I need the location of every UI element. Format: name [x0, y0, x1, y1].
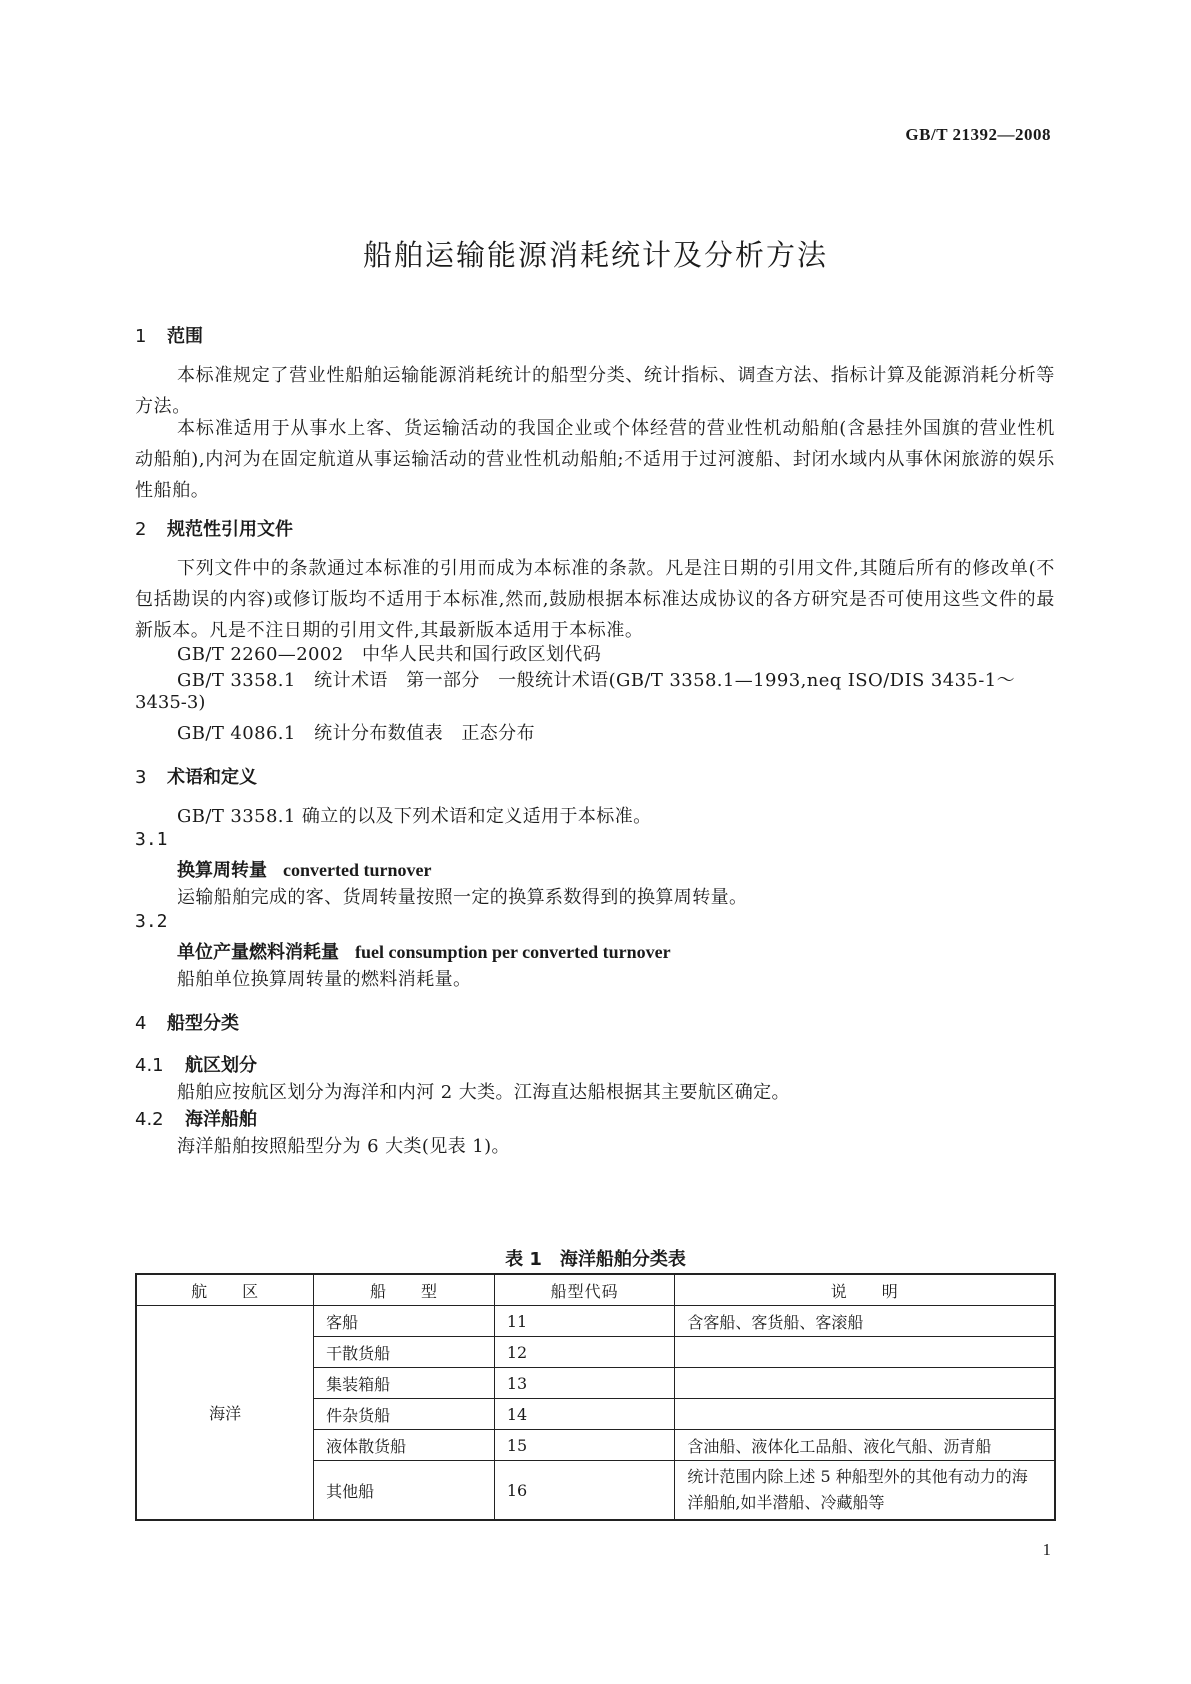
- normative-reference-3: GB/T 4086.1 统计分布数值表 正态分布: [177, 723, 535, 744]
- section-title: 规范性引用文件: [167, 519, 293, 540]
- subsection-4-2-heading: [135, 1105, 257, 1131]
- table-header-row: [136, 1274, 1055, 1306]
- normative-reference-1: GB/T 2260—2002 中华人民共和国行政区划代码: [177, 644, 602, 665]
- ship-type-cell: 客船: [314, 1306, 495, 1337]
- term-2-definition: 船舶单位换算周转量的燃料消耗量。: [177, 969, 472, 990]
- subsection-title: 航区划分: [185, 1055, 257, 1076]
- ship-code-cell: 11: [494, 1306, 675, 1337]
- subsection-4-2-text: 海洋船舶按照船型分为 6 大类(见表 1)。: [177, 1136, 510, 1157]
- ship-type-cell: 干散货船: [314, 1337, 495, 1368]
- section-title: 术语和定义: [167, 767, 257, 788]
- header-ship-code: 船型代码: [494, 1274, 675, 1306]
- description-cell: 含客船、客货船、客滚船: [675, 1306, 1055, 1337]
- ship-type-cell: 件杂货船: [314, 1399, 495, 1430]
- subsection-number: 4.1: [135, 1055, 164, 1076]
- document-title: 船舶运输能源消耗统计及分析方法: [362, 238, 828, 272]
- description-cell: [675, 1337, 1055, 1368]
- section-4-heading: [135, 1009, 239, 1035]
- section-1-paragraph-2: 本标准适用于从事水上客、货运输活动的我国企业或个体经营的营业性机动船舶(含悬挂外国旗的营业性机动船舶),内河为在固定航道从事运输活动的营业性机动船舶;不适用于过河渡船、封闭水域内从事休闲旅游的娱乐性船舶。: [135, 418, 1055, 501]
- ship-type-cell: 集装箱船: [314, 1368, 495, 1399]
- description-cell: 统计范围内除上述 5 种船型外的其他有动力的海洋船舶,如半潜船、冷藏船等: [675, 1461, 1055, 1521]
- term-2-chinese: 单位产量燃料消耗量: [177, 942, 339, 963]
- term-2-english: fuel consumption per converted turnover: [355, 942, 671, 962]
- region-cell: 海洋: [136, 1306, 314, 1521]
- section-number: 4: [135, 1013, 147, 1034]
- section-2-heading: [135, 515, 293, 541]
- term-1-definition: 运输船舶完成的客、货周转量按照一定的换算系数得到的换算周转量。: [177, 887, 748, 908]
- description-cell: [675, 1368, 1055, 1399]
- description-cell: [675, 1399, 1055, 1430]
- description-cell: 含油船、液体化工品船、液化气船、沥青船: [675, 1430, 1055, 1461]
- subsection-title: 海洋船舶: [185, 1109, 257, 1130]
- term-1-number: 3.1: [135, 829, 168, 850]
- standard-code: GB/T 21392—2008: [905, 125, 1051, 144]
- ship-code-cell: 14: [494, 1399, 675, 1430]
- ship-code-cell: 13: [494, 1368, 675, 1399]
- term-2-number: 3.2: [135, 911, 168, 932]
- section-3-heading: [135, 763, 257, 789]
- section-number: 2: [135, 519, 147, 540]
- section-number: 1: [135, 326, 147, 347]
- term-1-chinese: 换算周转量: [177, 860, 267, 881]
- header-ship-type: 船 型: [314, 1274, 495, 1306]
- ship-classification-table: [135, 1273, 1056, 1521]
- subsection-4-1-heading: [135, 1051, 257, 1077]
- table-row: [136, 1306, 1055, 1337]
- table-caption: 表 1 海洋船舶分类表: [505, 1249, 686, 1270]
- section-number: 3: [135, 767, 147, 788]
- section-title: 船型分类: [167, 1013, 239, 1034]
- normative-reference-2-continued: 3435-3): [135, 692, 206, 713]
- ship-code-cell: 16: [494, 1461, 675, 1521]
- subsection-4-1-text: 船舶应按航区划分为海洋和内河 2 大类。江海直达船根据其主要航区确定。: [177, 1082, 790, 1103]
- section-3-intro: GB/T 3358.1 确立的以及下列术语和定义适用于本标准。: [177, 806, 652, 827]
- page-number: 1: [1042, 1540, 1051, 1559]
- term-1-english: converted turnover: [283, 860, 432, 880]
- ship-type-cell: 液体散货船: [314, 1430, 495, 1461]
- section-1-heading: [135, 322, 203, 348]
- term-1: [177, 856, 431, 882]
- section-1-paragraph-1: 本标准规定了营业性船舶运输能源消耗统计的船型分类、统计指标、调查方法、指标计算及能源消耗分析等方法。: [135, 365, 1055, 417]
- term-2: [177, 938, 671, 964]
- header-region: 航 区: [136, 1274, 314, 1306]
- ship-code-cell: 15: [494, 1430, 675, 1461]
- section-title: 范围: [167, 326, 203, 347]
- subsection-number: 4.2: [135, 1109, 164, 1130]
- ship-type-cell: 其他船: [314, 1461, 495, 1521]
- ship-code-cell: 12: [494, 1337, 675, 1368]
- section-2-paragraph: 下列文件中的条款通过本标准的引用而成为本标准的条款。凡是注日期的引用文件,其随后所有的修改单(不包括勘误的内容)或修订版均不适用于本标准,然而,鼓励根据本标准达成协议的各方研究是否可使用这些文件的最新版本。凡是不注日期的引用文件,其最新版本适用于本标准。: [135, 558, 1055, 641]
- normative-reference-2: GB/T 3358.1 统计术语 第一部分 一般统计术语(GB/T 3358.1—1993,neq ISO/DIS 3435-1～: [177, 670, 1016, 691]
- header-description: 说 明: [675, 1274, 1055, 1306]
